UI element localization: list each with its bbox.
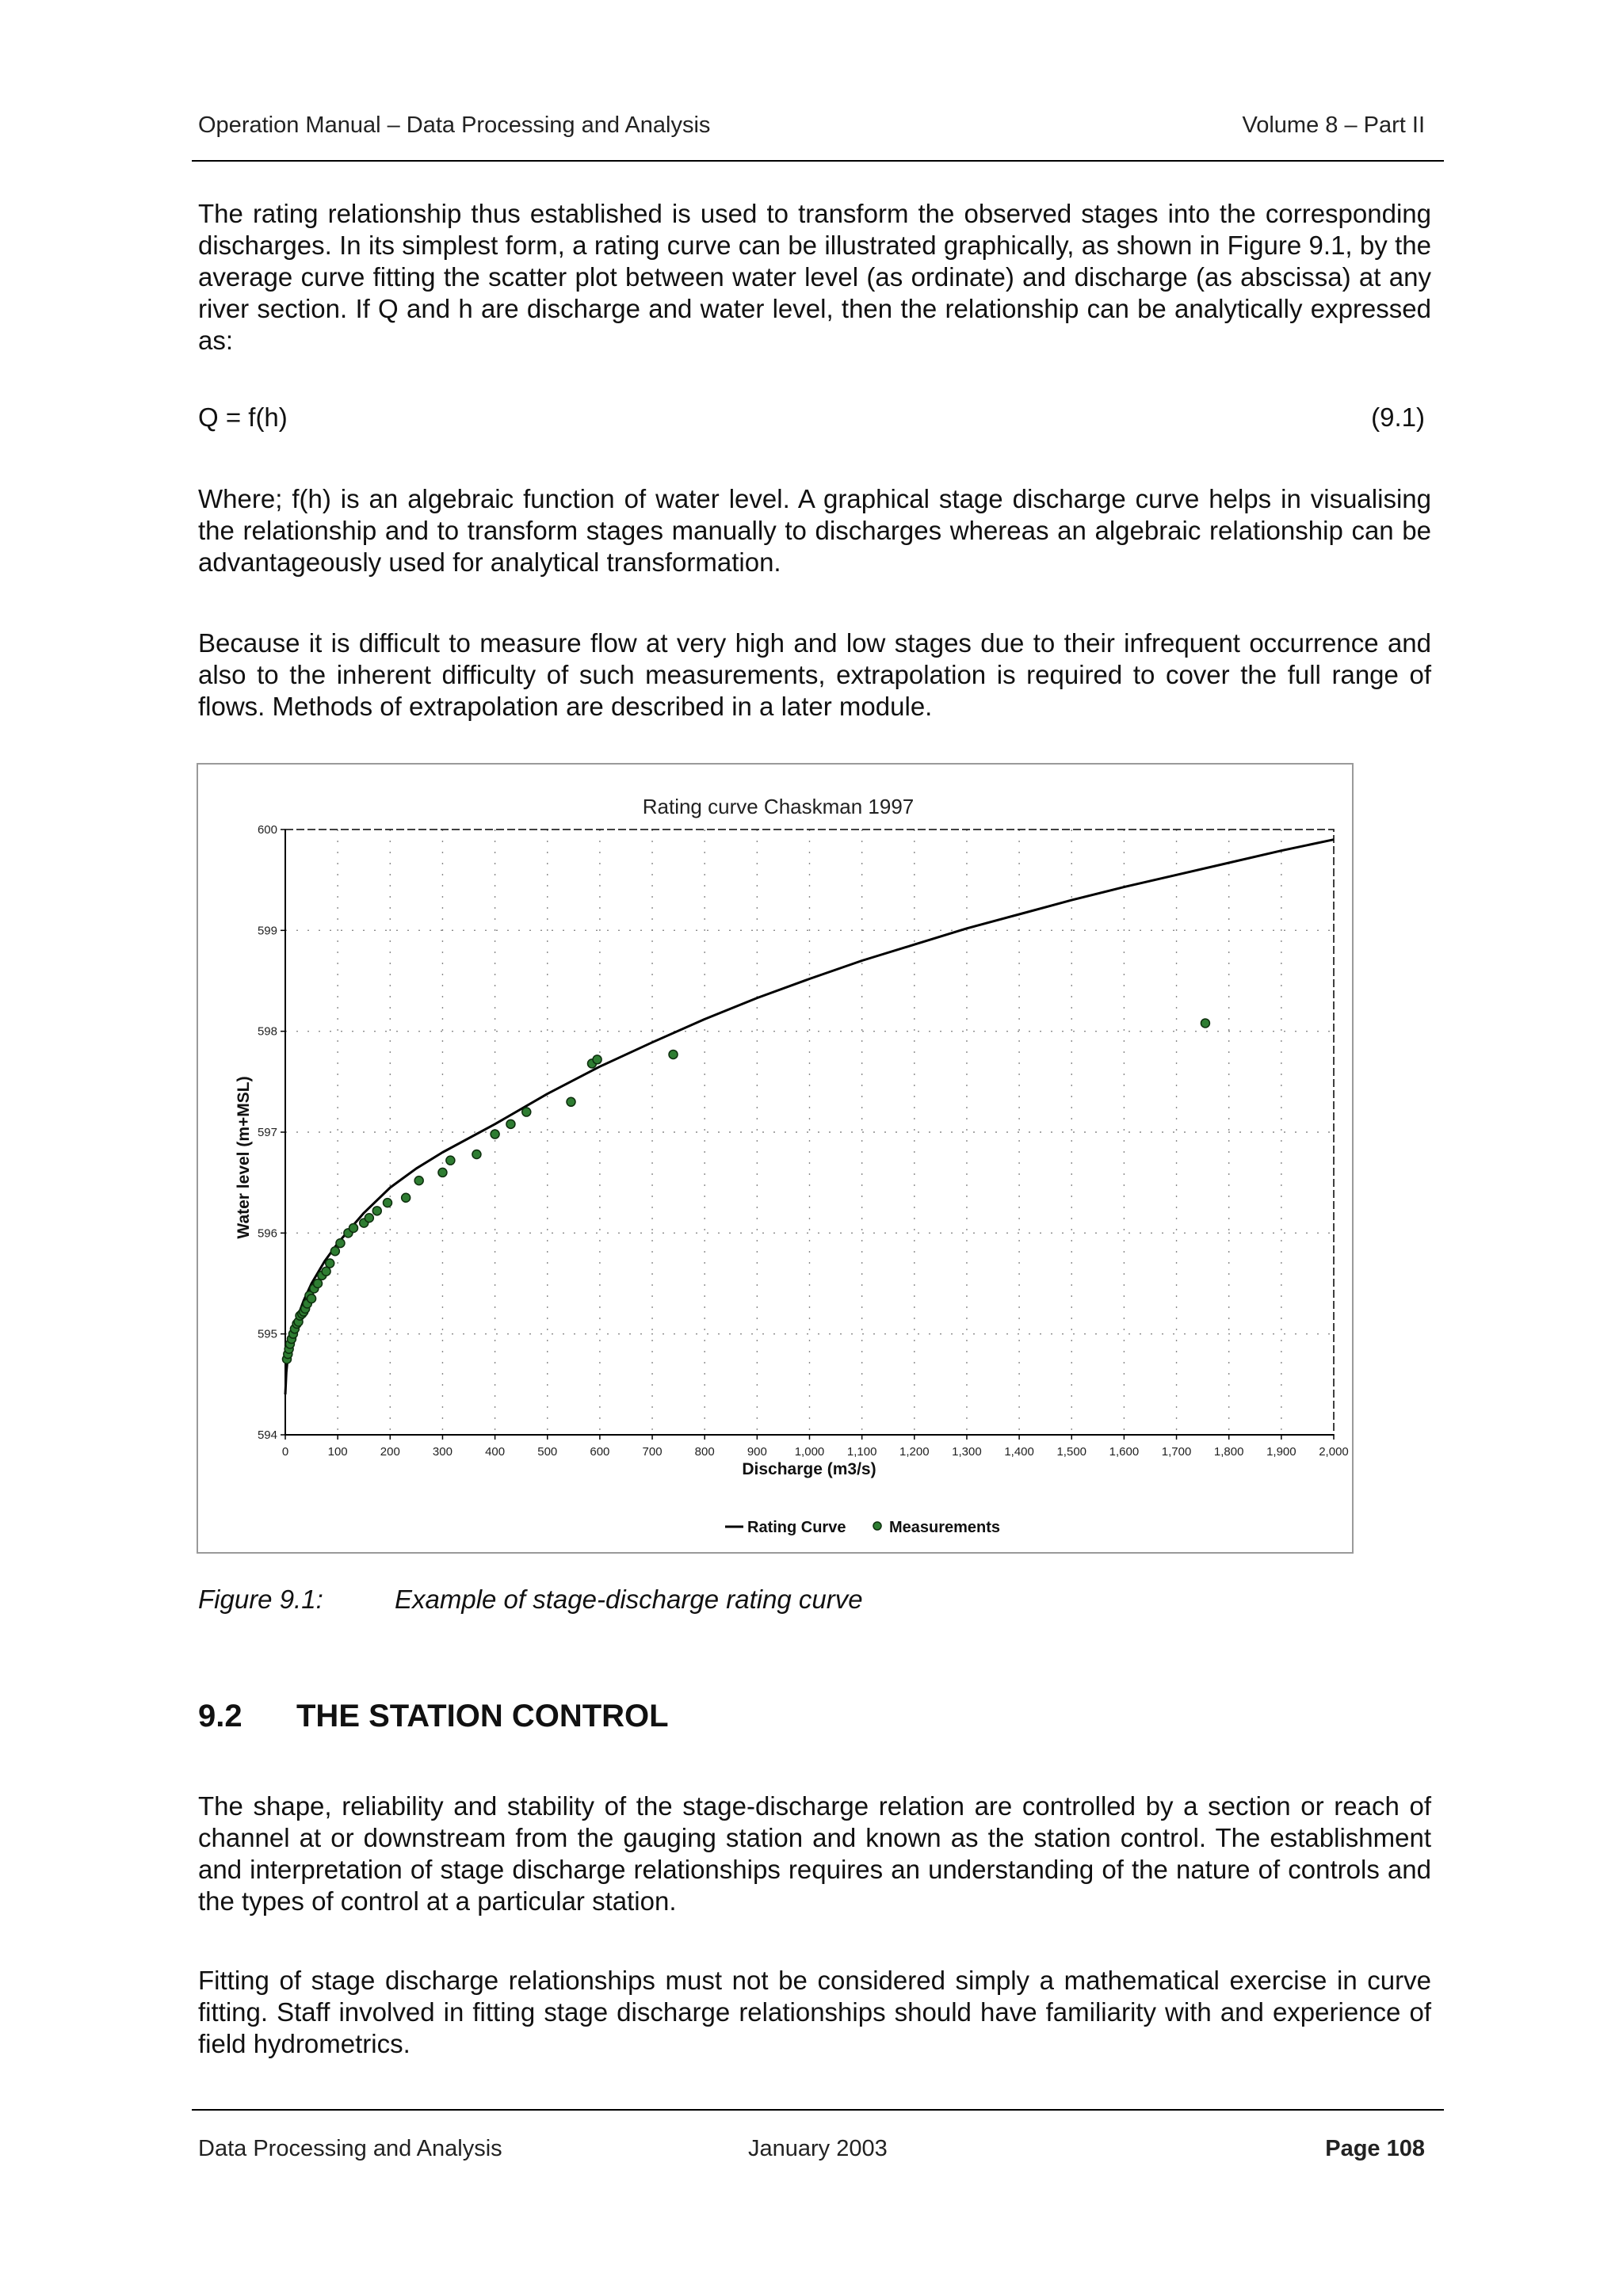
- x-axis-label: Discharge (m3/s): [742, 1460, 876, 1478]
- y-tick-label: 596: [257, 1226, 277, 1241]
- measurement-point: [567, 1097, 575, 1106]
- y-tick-label: 595: [257, 1327, 277, 1341]
- x-tick-label: 1,300: [952, 1445, 982, 1459]
- measurement-point: [326, 1259, 334, 1268]
- paragraph-rating-relationship: The rating relationship thus established is used to transform the observed stages into the corresponding discharges. In its simplest form, a rating curve can be illustrated graphically, as shown in Figure 9.1, by the average curve fitting the scatter plot between water level (as ordinate) and discharge (as abscissa) at any river section. If Q and h are discharge and water level, then the relationship can be analytically expressed as:: [198, 199, 1431, 355]
- y-axis-label: Water level (m+MSL): [235, 1076, 253, 1239]
- legend-label-rating-curve: Rating Curve: [747, 1519, 846, 1536]
- measurement-point: [314, 1280, 323, 1288]
- paragraph-curve-fitting: Fitting of stage discharge relationships must not be considered simply a mathematical exercise in curve fitting. Staff involved in fitting stage discharge relationships should have familiarity with and experience of field hydrometrics.: [198, 1966, 1431, 2058]
- measurement-series: [282, 1019, 1209, 1363]
- measurement-point: [365, 1214, 373, 1222]
- header-right: Volume 8 – Part II: [1242, 113, 1425, 138]
- rating-curve-line: [285, 840, 1334, 1394]
- measurement-point: [472, 1150, 481, 1159]
- x-tick-label: 200: [380, 1445, 400, 1459]
- measurement-point: [446, 1156, 455, 1165]
- header-rule: [192, 160, 1444, 162]
- y-tick-label: 594: [257, 1428, 277, 1442]
- x-tick-label: 500: [537, 1445, 558, 1459]
- y-tick-label: 600: [257, 823, 277, 837]
- paragraph-extrapolation: Because it is difficult to measure flow at very high and low stages due to their infrequent occurrence and also to the inherent difficulty of such measurements, extrapolation is required to cover the full range of flows. Methods of extrapolation are described in a later module.: [198, 628, 1431, 721]
- x-tick-label: 1,800: [1213, 1445, 1244, 1459]
- legend-dot-icon: [873, 1522, 881, 1530]
- header-left: Operation Manual – Data Processing and Analysis: [198, 113, 711, 138]
- chart-legend: [725, 1519, 1000, 1536]
- footer-rule: [192, 2109, 1444, 2111]
- chart-axes: [281, 830, 1334, 1440]
- plot-area-border: [285, 830, 1334, 1435]
- x-tick-label: 600: [590, 1445, 610, 1459]
- measurement-point: [383, 1199, 391, 1207]
- measurement-point: [593, 1055, 601, 1064]
- x-tick-label: 1,900: [1266, 1445, 1296, 1459]
- x-tick-label: 1,100: [846, 1445, 877, 1459]
- section-number: 9.2: [198, 1699, 242, 1733]
- x-tick-label: 2,000: [1319, 1445, 1349, 1459]
- figure-caption: Example of stage-discharge rating curve: [395, 1585, 863, 1614]
- measurement-point: [322, 1267, 330, 1276]
- page-number: Page 108: [1325, 2136, 1425, 2161]
- x-tick-label: 1,500: [1056, 1445, 1087, 1459]
- x-tick-label: 400: [485, 1445, 506, 1459]
- x-tick-label: 0: [281, 1445, 289, 1459]
- measurement-point: [506, 1119, 515, 1128]
- x-tick-label: 700: [642, 1445, 663, 1459]
- x-tick-label: 1,700: [1161, 1445, 1192, 1459]
- legend-label-measurements: Measurements: [889, 1519, 1001, 1536]
- footer-left: Data Processing and Analysis: [198, 2136, 502, 2161]
- x-tick-label: 1,200: [899, 1445, 930, 1459]
- x-tick-label: 1,400: [1004, 1445, 1034, 1459]
- section-title: THE STATION CONTROL: [296, 1699, 669, 1733]
- measurement-point: [402, 1193, 411, 1202]
- x-tick-label: 1,600: [1109, 1445, 1140, 1459]
- y-tick-label: 597: [257, 1126, 277, 1139]
- footer-date: January 2003: [748, 2136, 888, 2161]
- equation-expression: Q = f(h): [198, 402, 288, 432]
- figure-label: Figure 9.1:: [198, 1585, 323, 1614]
- measurement-point: [1201, 1019, 1209, 1028]
- chart-title: Rating curve Chaskman 1997: [642, 795, 915, 818]
- figure-chart-frame: [197, 763, 1354, 1554]
- equation-number: (9.1): [1371, 402, 1425, 432]
- x-tick-label: 100: [327, 1445, 348, 1459]
- measurement-point: [349, 1223, 357, 1232]
- x-tick-label: 300: [432, 1445, 453, 1459]
- x-tick-label: 1,000: [794, 1445, 825, 1459]
- rating-curve-chart: [198, 765, 1352, 1552]
- x-tick-label: 800: [694, 1445, 715, 1459]
- measurement-point: [522, 1108, 531, 1116]
- x-tick-label: 900: [747, 1445, 767, 1459]
- measurement-point: [491, 1130, 499, 1138]
- measurement-point: [336, 1239, 345, 1248]
- measurement-point: [307, 1295, 316, 1303]
- y-tick-label: 598: [257, 1024, 277, 1039]
- y-tick-label: 599: [257, 924, 277, 938]
- paragraph-algebraic-function: Where; f(h) is an algebraic function of water level. A graphical stage discharge curve helps in visualising the relationship and to transform stages manually to discharges whereas an algebraic relationship can be advantageously used for analytical transformation.: [198, 484, 1431, 577]
- chart-gridlines: [285, 830, 1334, 1435]
- measurement-point: [414, 1177, 423, 1185]
- rating-curve-series: [285, 840, 1334, 1394]
- measurement-point: [438, 1168, 447, 1177]
- measurement-point: [330, 1247, 339, 1256]
- measurement-point: [372, 1207, 381, 1215]
- chart-tick-labels: [258, 823, 1349, 1459]
- measurement-point: [669, 1050, 678, 1058]
- paragraph-station-control: The shape, reliability and stability of the stage-discharge relation are controlled by a section or reach of channel at or downstream from the gauging station and known as the station control. The establishment and interpretation of stage discharge relationships requires an understanding of the nature of controls and the types of control at a particular station.: [198, 1791, 1431, 1916]
